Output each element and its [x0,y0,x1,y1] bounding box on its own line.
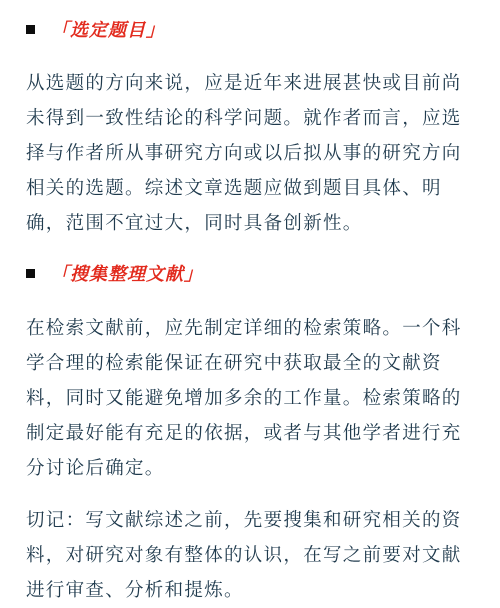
paragraph-line: 未得到一致性结论的科学问题。就作者而言，应选 [26,108,462,129]
paragraph-line: 进行审查、分析和提炼。 [26,580,244,601]
square-bullet-icon [26,269,35,278]
paragraph-line: 相关的选题。综述文章选题应做到题目具体、明 [26,178,442,199]
section-heading-text: 「搜集整理文献」 [51,264,203,285]
paragraph-line: 择与作者所从事研究方向或以后拟从事的研究方向 [26,143,462,164]
square-bullet-icon [26,25,35,34]
paragraph-collect-literature [26,311,478,486]
section-heading-select-topic [26,15,165,43]
paragraph-line: 从选题的方向来说，应是近年来进展甚快或目前尚 [26,73,462,94]
paragraph-line: 制定最好能有充足的依据，或者与其他学者进行充 [26,423,462,444]
paragraph-line: 学合理的检索能保证在研究中获取最全的文献资 [26,353,442,374]
paragraph-line: 确，范围不宜过大，同时具备创新性。 [26,213,363,234]
paragraph-line: 在检索文献前，应先制定详细的检索策略。一个科 [26,318,462,339]
paragraph-line: 切记：写文献综述之前，先要搜集和研究相关的资 [26,510,462,531]
paragraph-select-topic [26,66,478,241]
paragraph-line: 料，同时又能避免增加多余的工作量。检索策略的 [26,388,462,409]
section-heading-text: 「选定题目」 [51,20,165,41]
paragraph-line: 分讨论后确定。 [26,458,165,479]
paragraph-line: 料，对研究对象有整体的认识，在写之前要对文献 [26,545,462,566]
paragraph-reminder [26,503,478,608]
section-heading-collect-literature [26,259,203,287]
